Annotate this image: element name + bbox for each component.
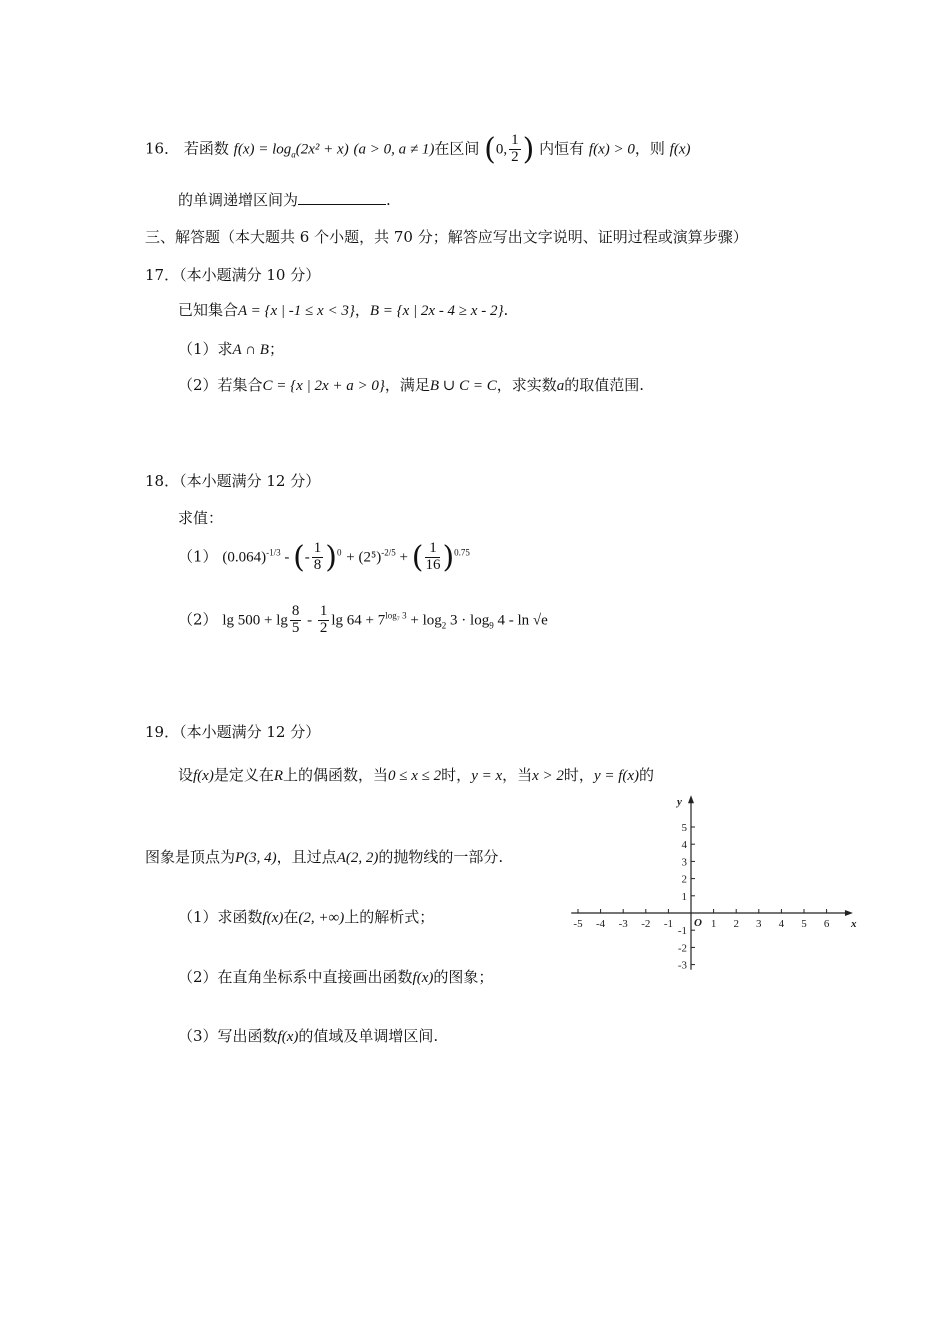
q16-text2: 在区间	[434, 139, 480, 158]
q17-p2-var: a	[556, 378, 565, 394]
q16-paren-left: (	[484, 132, 496, 167]
q19-p1-interval: (2, +∞)	[298, 910, 345, 926]
q18-p1-exp4: 0.75	[454, 547, 470, 558]
q19-p3-b: 的值域及单调增区间.	[298, 1027, 439, 1045]
q18-p1-den2: 8	[313, 557, 322, 573]
q16-number: 16．	[145, 139, 180, 158]
q19-p2-label: （2）在直角坐标系中直接画出函数	[178, 968, 413, 986]
q18-p1-paren-open2: (	[411, 540, 424, 575]
q18-header: 18．（本小题满分 12 分）	[145, 472, 321, 490]
q18-p2-fraction2	[318, 604, 330, 637]
q19-part1	[178, 906, 434, 927]
q19-l1-c: 上的偶函数，当	[283, 766, 389, 784]
q17-part2	[178, 374, 644, 395]
q19-l1-fx: f(x)	[193, 768, 214, 784]
q18-p2-label: （2）	[178, 610, 218, 629]
q17-p2-set: C = {x | 2x + a > 0}	[262, 378, 385, 394]
q18-p1-paren-close2: )	[442, 540, 455, 575]
q18-p1-exp1: -1/3	[266, 547, 281, 558]
q16-text4: ，则	[634, 139, 665, 158]
q18-part2	[178, 604, 548, 637]
q17-dot: .	[503, 301, 509, 319]
q18-p1-num2: 1	[313, 540, 322, 557]
q17-p2-end: 的取值范围.	[564, 376, 645, 394]
x-tick-label: -5	[573, 918, 583, 930]
q19-l2-a: 图象是顶点为	[145, 848, 236, 866]
q18-p2-d: + log	[406, 612, 442, 629]
q17-p2-label: （2）若集合	[178, 376, 263, 394]
q17-part1	[178, 338, 284, 359]
x-tick-label: -2	[641, 918, 651, 930]
x-tick-label: 2	[733, 918, 739, 930]
q16-line2-text: 的单调递增区间为	[178, 191, 299, 209]
q18-p2-den1: 5	[291, 619, 300, 636]
coordinate-axes	[560, 782, 860, 982]
q18-p1-minus: -	[280, 549, 294, 566]
q19-l1-cond: 0 ≤ x ≤ 2	[388, 768, 442, 784]
y-axis-arrow	[688, 795, 694, 803]
q17-p1-label: （1）求	[178, 340, 233, 358]
q19-l1-eq: y = x	[471, 768, 503, 784]
x-tick-label: 3	[756, 918, 762, 930]
y-tick-label: -3	[677, 959, 687, 972]
q18-p1-exp3: -2/5	[381, 547, 396, 558]
x-tick-label: 4	[778, 918, 785, 930]
q17-p2-mid: ，满足	[384, 376, 430, 394]
q18-intro: 求值：	[178, 509, 224, 527]
q17-sep: ，	[354, 301, 370, 319]
q19-header: 19．（本小题满分 12 分）	[145, 723, 321, 741]
q18-part1: （1） $(0.064)^{-1/3}$ - (- $\frac{1}{8}$ )$^0 + (2^5)^{-2/5}$ + ( $\frac{1}{16}$ )$^{0.75}$	[178, 540, 470, 575]
q17-header: 17．（本小题满分 10 分）	[145, 266, 321, 284]
q19-p3-fx: f(x)	[277, 1029, 299, 1045]
q16-line2	[178, 189, 391, 210]
q16-base: a	[291, 149, 296, 160]
q18-p2-b: -	[303, 612, 316, 629]
q18-p2-sub1: 2	[441, 620, 447, 631]
origin-label: O	[694, 917, 702, 929]
q17-p1-math: A ∩ B	[232, 342, 269, 358]
q18-p1-den4: 16	[425, 557, 441, 573]
q17-p1-end: ；	[268, 340, 284, 358]
q18-p1-paren-open: (	[293, 540, 305, 575]
q19-p1-fx: f(x)	[262, 910, 284, 926]
q18-p1-num4: 1	[425, 541, 440, 558]
q18-p1-fraction2	[425, 541, 440, 574]
q19-l1-f: 时，	[563, 766, 594, 784]
q16-line1	[145, 132, 690, 167]
q19-l1-eq2: y = f(x)	[593, 768, 640, 784]
q16-paren-right: )	[522, 132, 535, 167]
q16-arg: (2x² + x)	[295, 141, 349, 158]
q18-p2-e: 3 · log	[446, 612, 490, 629]
q16-answer-blank[interactable]	[298, 190, 386, 205]
y-tick-label: 5	[681, 822, 687, 834]
q17-setB: B = {x | 2x - 4 ≥ x - 2}	[369, 303, 504, 319]
q17-p2-cond: B ∪ C = C	[429, 378, 497, 394]
q19-l1-b: 是定义在	[213, 766, 274, 784]
q19-l1-a: 设	[178, 766, 194, 784]
q19-l2-P: P(3, 4)	[235, 850, 277, 866]
x-axis-arrow	[845, 910, 853, 916]
q18-p1-paren-close: )	[325, 540, 338, 575]
q19-p1-c: 上的解析式；	[344, 908, 435, 926]
section3-header: 三、解答题（本大题共 6 个小题，共 70 分；解答应写出文字说明、证明过程或演算步骤）	[145, 228, 748, 246]
q16-condition: (a > 0, a ≠ 1)	[353, 141, 435, 158]
q16-frac-den: 2	[511, 149, 519, 165]
q19-p2-fx: f(x)	[412, 970, 434, 986]
q19-p3-label: （3）写出函数	[178, 1027, 278, 1045]
q16-interval-left: 0,	[495, 141, 508, 158]
q19-l1-e: ，当	[502, 766, 533, 784]
q18-p2-den2: 2	[319, 619, 328, 636]
q16-fx: f(x)	[669, 141, 691, 158]
q19-part3	[178, 1025, 438, 1046]
q19-line2	[145, 846, 503, 867]
q16-end: .	[386, 191, 391, 209]
x-tick-label: 6	[823, 918, 830, 930]
q16-frac-num: 1	[511, 132, 519, 149]
y-tick-label: -1	[677, 925, 687, 938]
q18-p1-plus: +	[346, 549, 359, 566]
q16-text1: 若函数	[183, 139, 229, 158]
q18-p2-f: 4 - ln √e	[493, 612, 548, 629]
q17-p2-mid2: ，求实数	[496, 376, 557, 394]
y-tick-label: -2	[677, 942, 687, 955]
q19-l1-cond2: x > 2	[532, 768, 564, 784]
q18-p2-exp: log₇ 3	[385, 610, 407, 621]
x-tick-label: -1	[663, 918, 673, 930]
q18-p2-num2: 1	[319, 603, 328, 619]
q18-p1-label: （1）	[178, 547, 218, 566]
y-tick-label: 1	[681, 890, 687, 903]
x-tick-label: 1	[710, 918, 717, 930]
q19-l2-b: ，且过点	[276, 848, 337, 866]
q19-part2	[178, 966, 493, 987]
q19-l1-R: R	[273, 768, 284, 784]
q19-l2-c: 的抛物线的一部分.	[378, 848, 504, 866]
q18-p2-c: lg 64 + 7	[331, 612, 386, 629]
q18-p2-a: lg 500 + lg	[222, 612, 288, 629]
q19-p1-label: （1）求函数	[178, 908, 263, 926]
x-tick-label: -4	[596, 918, 606, 930]
q16-inequality: f(x) > 0	[588, 141, 635, 158]
q18-p2-num1: 8	[291, 603, 300, 619]
q18-p2-fraction1	[290, 604, 302, 637]
q18-p1-fraction1	[312, 541, 324, 574]
q16-func: f(x) = log	[233, 141, 292, 158]
y-axis-label: y	[677, 796, 682, 809]
q18-p2-sub2: 9	[489, 620, 494, 631]
q16-interval-fraction	[509, 133, 521, 166]
y-tick-label: 2	[681, 873, 687, 886]
q17-setA: A = {x | -1 ≤ x < 3}	[238, 303, 355, 319]
x-tick-label: 5	[801, 918, 807, 930]
q18-p1-base1: (0.064)	[222, 549, 267, 566]
y-tick-label: 4	[681, 839, 687, 852]
q19-p1-b: 在	[283, 908, 299, 926]
y-tick-label: 3	[681, 856, 687, 869]
q17-intro: 已知集合	[178, 301, 239, 319]
q19-l2-A: A(2, 2)	[336, 850, 379, 866]
q19-l1-g: 的	[639, 766, 655, 784]
q17-intro-line	[178, 299, 508, 320]
q18-p1-exp2: 0	[337, 547, 342, 558]
x-axis-label: x	[850, 918, 857, 930]
q19-p2-b: 的图象；	[433, 968, 494, 986]
x-tick-label: -3	[618, 918, 628, 930]
q18-p1-base3: (2⁵)	[358, 549, 382, 566]
q19-l1-d: 时，	[441, 766, 472, 784]
q16-text3: 内恒有	[539, 139, 585, 158]
